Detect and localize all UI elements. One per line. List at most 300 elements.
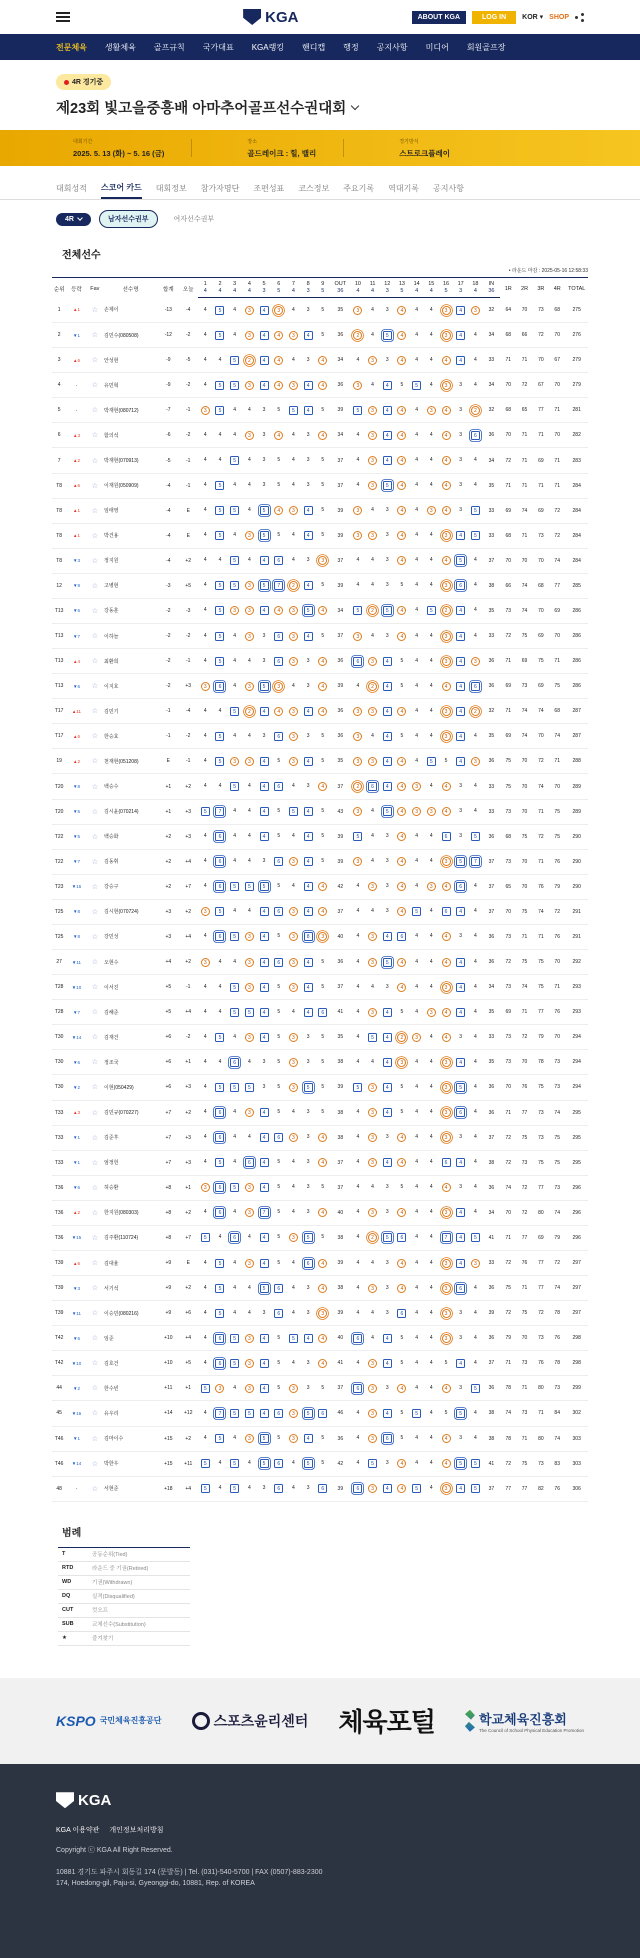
division-tab-men[interactable]: 남자선수권부 (99, 210, 158, 228)
hole-score-cell (439, 624, 454, 649)
event-title-select[interactable] (56, 97, 584, 118)
hole-score-cell (453, 1125, 468, 1150)
star-icon[interactable]: ☆ (91, 1209, 98, 1217)
hole-score-cell (409, 1276, 424, 1301)
hole-score: 4 (260, 1183, 269, 1192)
hole-score-cell (301, 1025, 316, 1050)
table-row[interactable] (52, 1125, 588, 1150)
shop-link[interactable]: SHOP (549, 13, 569, 21)
player-name[interactable]: 유민혁 (103, 373, 158, 398)
today-to-par: -4 (179, 699, 198, 724)
nav-item[interactable]: 전문체육 (56, 42, 87, 52)
rank-cell: T25 (52, 924, 66, 949)
player-name[interactable]: 서기석 (103, 1276, 158, 1301)
hole-score-cell (468, 874, 483, 899)
hole-score: 4 (473, 331, 477, 338)
table-row[interactable] (52, 1351, 588, 1376)
star-icon[interactable]: ☆ (91, 908, 98, 916)
tab[interactable]: 조편성표 (253, 184, 285, 193)
player-name[interactable]: 한승효 (103, 724, 158, 749)
hole-score: 4 (203, 381, 207, 388)
star-icon[interactable]: ☆ (91, 1059, 98, 1067)
player-name[interactable]: 임태영 (103, 498, 158, 523)
rank-move-cell: ▼5 (66, 824, 86, 849)
hole-score-cell (351, 1150, 366, 1175)
hole-score-cell (257, 1100, 272, 1125)
table-row[interactable] (52, 624, 588, 649)
hole-score: 4 (397, 431, 406, 440)
star-icon[interactable]: ☆ (91, 432, 98, 440)
table-row[interactable] (52, 423, 588, 448)
player-name[interactable]: 정조국 (103, 1050, 158, 1075)
hole-score-cell (315, 674, 330, 699)
tab[interactable]: 참가자명단 (200, 184, 240, 193)
star-icon[interactable]: ☆ (91, 357, 98, 365)
hole-score-cell (257, 573, 272, 598)
hole-score: 4 (304, 1008, 313, 1017)
star-icon[interactable]: ☆ (91, 1285, 98, 1293)
player-name[interactable]: 김시윤(070214) (103, 799, 158, 824)
player-name[interactable]: 김동휘 (103, 849, 158, 874)
event-info-value: 스트로크플레이 (399, 148, 450, 158)
hole-score: 4 (397, 1459, 406, 1468)
star-icon[interactable]: ☆ (91, 1435, 98, 1443)
in-total: 35 (483, 1050, 500, 1075)
player-name[interactable]: 김해준 (103, 1000, 158, 1025)
hole-score: 3 (459, 783, 463, 790)
nav-item[interactable]: 회원골프장 (466, 42, 506, 52)
player-name[interactable]: 허승환 (103, 1175, 158, 1200)
player-name[interactable]: 김호건 (103, 1351, 158, 1376)
hole-score: 4 (397, 1384, 406, 1393)
hole-score-cell (424, 899, 439, 924)
table-row[interactable] (52, 649, 588, 674)
table-row[interactable] (52, 824, 588, 849)
hole-score: 4 (415, 431, 419, 438)
tab[interactable]: 공지사항 (433, 184, 464, 193)
hole-score-cell (198, 1376, 213, 1401)
sponsor-ethics-center[interactable] (192, 1711, 309, 1731)
hole-score-cell (286, 749, 301, 774)
hole-score: 3 (427, 1008, 436, 1017)
star-icon[interactable]: ☆ (91, 984, 98, 992)
grand-total: 291 (565, 924, 588, 949)
player-name[interactable]: 김마이수 (103, 1426, 158, 1451)
star-icon[interactable]: ☆ (91, 332, 98, 340)
player-name[interactable]: 이하늘 (103, 624, 158, 649)
round-score: 76 (549, 1476, 565, 1501)
rank-cell: T33 (52, 1100, 66, 1125)
col-hole: 17 (453, 278, 468, 288)
table-row[interactable] (52, 874, 588, 899)
table-row[interactable] (52, 1075, 588, 1100)
player-name[interactable]: 고병현 (103, 573, 158, 598)
hole-score-cell (409, 373, 424, 398)
total-to-par: +7 (158, 1100, 178, 1125)
table-row[interactable] (52, 1050, 588, 1075)
player-name[interactable]: 이서진 (103, 975, 158, 1000)
hole-score: 4 (415, 732, 419, 739)
hole-score-cell (271, 1326, 286, 1351)
out-total: 40 (330, 924, 350, 949)
fav-cell (87, 523, 103, 548)
star-icon[interactable]: ☆ (91, 482, 98, 490)
player-name[interactable]: 김주환(110724) (103, 1225, 158, 1250)
hole-score-cell (286, 398, 301, 423)
login-button[interactable]: LOG IN (472, 11, 516, 24)
star-icon[interactable]: ☆ (91, 1184, 98, 1192)
player-name[interactable]: 박재현(080712) (103, 398, 158, 423)
table-row[interactable] (52, 373, 588, 398)
table-row[interactable] (52, 1100, 588, 1125)
grand-total: 290 (565, 874, 588, 899)
table-row[interactable] (52, 573, 588, 598)
star-icon[interactable]: ☆ (91, 1260, 98, 1267)
hole-score-cell (453, 523, 468, 548)
hole-score-cell (213, 1075, 228, 1100)
star-icon[interactable]: ☆ (91, 1034, 98, 1042)
player-name[interactable]: 이지호 (103, 674, 158, 699)
table-row[interactable] (52, 1000, 588, 1025)
table-row[interactable] (52, 298, 588, 323)
star-icon[interactable]: ☆ (91, 1009, 98, 1017)
star-icon[interactable]: ☆ (91, 808, 98, 816)
hole-score: 3 (459, 833, 463, 840)
player-name[interactable]: 박한우 (103, 1451, 158, 1476)
player-name[interactable]: 손제이 (103, 298, 158, 323)
nav-item[interactable]: 국가대표 (202, 42, 234, 52)
fav-cell (87, 724, 103, 749)
star-icon[interactable]: ☆ (91, 507, 98, 515)
kga-logo[interactable] (243, 9, 298, 26)
star-icon[interactable]: ☆ (91, 1410, 98, 1418)
hole-score-cell (351, 1476, 366, 1501)
nav-item[interactable]: 골프규칙 (153, 42, 185, 52)
out-total: 37 (330, 624, 350, 649)
player-name[interactable]: 정지원 (103, 548, 158, 573)
table-row[interactable] (52, 348, 588, 373)
round-score: 75 (516, 1125, 532, 1150)
player-name[interactable]: 김준후 (103, 1125, 158, 1150)
player-name[interactable]: 강동훈 (103, 598, 158, 623)
table-row[interactable] (52, 1476, 588, 1501)
hole-score: 4 (260, 983, 269, 992)
table-row[interactable] (52, 724, 588, 749)
hole-score-cell (395, 950, 410, 975)
hole-score: 4 (292, 1008, 295, 1015)
star-icon[interactable]: ☆ (91, 407, 98, 415)
star-icon[interactable]: ☆ (91, 633, 98, 641)
hole-score: 4 (260, 707, 269, 716)
player-name[interactable]: 백승수 (103, 774, 158, 799)
star-icon[interactable]: ☆ (91, 1109, 98, 1117)
out-total: 40 (330, 1326, 350, 1351)
hole-score: 4 (415, 1058, 419, 1065)
table-row[interactable] (52, 473, 588, 498)
hole-score: 4 (383, 732, 392, 741)
hole-score: 4 (292, 557, 295, 564)
table-row[interactable] (52, 1401, 588, 1426)
star-icon[interactable]: ☆ (91, 833, 98, 841)
fav-cell (87, 1175, 103, 1200)
table-row[interactable] (52, 1150, 588, 1175)
hole-score: 4 (442, 1033, 451, 1042)
table-row[interactable] (52, 448, 588, 473)
star-icon[interactable]: ☆ (91, 382, 98, 390)
nav-item[interactable]: 행정 (343, 42, 359, 52)
hole-score: 5 (400, 682, 404, 689)
round-score: 71 (500, 1225, 516, 1250)
player-name[interactable]: 한수빈 (103, 1376, 158, 1401)
table-row[interactable] (52, 799, 588, 824)
hole-score-cell (453, 699, 468, 724)
rank-cell: T13 (52, 598, 66, 623)
hole-score: 4 (292, 1109, 295, 1116)
star-icon[interactable]: ☆ (91, 1335, 98, 1343)
hole-score: 5 (471, 1484, 480, 1493)
nav-item[interactable]: 핸디캡 (302, 42, 326, 52)
table-row[interactable] (52, 774, 588, 799)
hole-score: 3 (385, 1259, 389, 1266)
divider (343, 139, 344, 157)
today-to-par: +3 (179, 1150, 198, 1175)
hole-score-cell (351, 598, 366, 623)
nav-item[interactable]: KGA랭킹 (251, 42, 285, 52)
star-icon[interactable]: ☆ (91, 1159, 98, 1167)
language-select[interactable]: KOR ▾ (522, 14, 544, 21)
star-icon[interactable]: ☆ (91, 1134, 98, 1142)
table-row[interactable] (52, 598, 588, 623)
table-row[interactable] (52, 1225, 588, 1250)
hole-score: 5 (383, 958, 392, 967)
player-name[interactable]: 이현(050429) (103, 1075, 158, 1100)
about-kga-button[interactable]: ABOUT KGA (412, 11, 466, 24)
hole-score-cell (351, 473, 366, 498)
hole-score: 5 (412, 381, 421, 390)
star-icon[interactable]: ☆ (91, 1485, 98, 1493)
star-icon[interactable]: ☆ (91, 758, 98, 766)
tab[interactable]: 역대기록 (388, 184, 420, 193)
star-icon[interactable]: ☆ (91, 557, 98, 565)
terms-link[interactable]: KGA 이용약관 (56, 1826, 100, 1834)
star-icon[interactable]: ☆ (91, 582, 98, 590)
grand-total: 276 (565, 323, 588, 348)
star-icon[interactable]: ☆ (91, 306, 98, 314)
table-row[interactable] (52, 899, 588, 924)
star-icon[interactable]: ☆ (91, 733, 98, 741)
table-row[interactable] (52, 1326, 588, 1351)
table-row[interactable] (52, 1025, 588, 1050)
hole-score-cell (271, 1175, 286, 1200)
table-row[interactable] (52, 1426, 588, 1451)
table-row[interactable] (52, 1175, 588, 1200)
total-to-par: +1 (158, 799, 178, 824)
star-icon[interactable]: ☆ (91, 708, 98, 716)
hole-score: 4 (397, 606, 406, 615)
player-name[interactable]: 서현준 (103, 1476, 158, 1501)
star-icon[interactable]: ☆ (91, 1084, 98, 1092)
player-name[interactable]: 김민규(070227) (103, 1100, 158, 1125)
table-row[interactable] (52, 398, 588, 423)
rank-move-cell: ▼6 (66, 1050, 86, 1075)
share-icon[interactable] (575, 13, 584, 22)
player-name[interactable]: 최환희 (103, 649, 158, 674)
table-row[interactable] (52, 323, 588, 348)
round-score: 68 (500, 523, 516, 548)
hole-score-cell (198, 899, 213, 924)
player-name[interactable]: 임준 (103, 1326, 158, 1351)
player-name[interactable]: 강승구 (103, 874, 158, 899)
star-icon[interactable]: ☆ (91, 1310, 98, 1318)
star-icon[interactable]: ☆ (91, 683, 98, 691)
star-icon[interactable]: ☆ (91, 1360, 98, 1368)
star-icon[interactable]: ☆ (91, 1460, 98, 1468)
player-name[interactable]: 함의석 (103, 423, 158, 448)
table-row[interactable] (52, 924, 588, 949)
hole-score: 4 (304, 331, 313, 340)
player-name[interactable]: 강민성 (103, 924, 158, 949)
table-row[interactable] (52, 1200, 588, 1225)
table-row[interactable] (52, 950, 588, 975)
player-name[interactable]: 이승민(080216) (103, 1301, 158, 1326)
hole-score: 3 (412, 1033, 421, 1042)
table-row[interactable] (52, 1276, 588, 1301)
hole-score: 4 (473, 1184, 477, 1191)
hole-score-cell (286, 1225, 301, 1250)
table-row[interactable] (52, 523, 588, 548)
hole-score: 4 (371, 1184, 374, 1191)
tab[interactable]: 주요기록 (343, 184, 375, 193)
table-row[interactable] (52, 975, 588, 1000)
tab[interactable]: 대회정보 (155, 184, 187, 193)
hole-score: 4 (415, 707, 419, 714)
player-name[interactable]: 박건용 (103, 523, 158, 548)
table-row[interactable] (52, 849, 588, 874)
grand-total: 297 (565, 1250, 588, 1275)
player-name[interactable]: 김재건 (103, 1025, 158, 1050)
table-row[interactable] (52, 699, 588, 724)
fav-cell (87, 1301, 103, 1326)
hole-score-cell (257, 1150, 272, 1175)
total-to-par: +15 (158, 1426, 178, 1451)
nav-item[interactable]: 미디어 (425, 42, 449, 52)
hole-score-cell (351, 724, 366, 749)
hole-score-cell (409, 1250, 424, 1275)
event-header (0, 60, 640, 130)
grand-total: 285 (565, 573, 588, 598)
table-row[interactable] (52, 674, 588, 699)
table-row[interactable] (52, 1376, 588, 1401)
hole-score: 4 (203, 858, 207, 865)
in-total: 41 (483, 1451, 500, 1476)
table-row[interactable] (52, 749, 588, 774)
sponsor-sports-portal[interactable] (338, 1702, 434, 1739)
hole-score: 4 (356, 1284, 360, 1291)
rank-cell: 7 (52, 448, 66, 473)
round-score: 70 (500, 899, 516, 924)
player-name[interactable]: 박재현(070913) (103, 448, 158, 473)
nav-item[interactable]: 공지사항 (376, 42, 408, 52)
total-to-par: -2 (158, 649, 178, 674)
round-select[interactable] (56, 213, 91, 226)
hole-score: 4 (383, 657, 392, 666)
hole-score-cell (453, 824, 468, 849)
star-icon[interactable]: ☆ (91, 783, 98, 791)
sponsor-kspo[interactable] (56, 1713, 162, 1729)
star-icon[interactable]: ☆ (91, 532, 98, 540)
tab[interactable]: 코스정보 (298, 184, 330, 193)
star-icon[interactable]: ☆ (91, 607, 98, 615)
round-score: 70 (516, 548, 532, 573)
star-icon[interactable]: ☆ (91, 1234, 98, 1242)
hole-score: 3 (289, 1233, 298, 1242)
star-icon[interactable]: ☆ (91, 1385, 98, 1393)
hole-score: 3 (262, 858, 266, 865)
player-name[interactable]: 김대율 (103, 1250, 158, 1275)
par-value: 5 (315, 288, 330, 298)
sponsor-school-pe[interactable] (465, 1709, 584, 1733)
table-row[interactable] (52, 1301, 588, 1326)
player-name[interactable]: 백승화 (103, 824, 158, 849)
table-row[interactable] (52, 1250, 588, 1275)
tab[interactable]: 스코어 카드 (101, 182, 142, 199)
hole-score: 4 (383, 456, 392, 465)
player-name[interactable]: 이재원(050909) (103, 473, 158, 498)
hole-score-cell (380, 473, 395, 498)
division-tab-women[interactable]: 여자선수권부 (173, 216, 215, 223)
table-row[interactable] (52, 1451, 588, 1476)
player-name[interactable]: 안성현 (103, 348, 158, 373)
hole-score-cell (227, 1426, 242, 1451)
player-name[interactable]: 천재현(051208) (103, 749, 158, 774)
nav-item[interactable]: 생활체육 (104, 42, 136, 52)
hole-score: 6 (368, 782, 377, 791)
hole-score: 4 (456, 1259, 465, 1268)
out-total: 35 (330, 1025, 350, 1050)
table-row[interactable] (52, 548, 588, 573)
table-row[interactable] (52, 498, 588, 523)
hole-score: 6 (274, 1284, 283, 1293)
hole-score-cell (453, 348, 468, 373)
hole-score: 4 (292, 482, 295, 489)
privacy-link[interactable]: 개인정보처리방침 (109, 1826, 164, 1834)
star-icon[interactable]: ☆ (91, 959, 98, 967)
player-name[interactable]: 엄정헌 (103, 1150, 158, 1175)
player-name[interactable]: 김시현(070724) (103, 899, 158, 924)
hole-score-cell (409, 548, 424, 573)
player-name[interactable]: 한지원(080303) (103, 1200, 158, 1225)
star-icon[interactable]: ☆ (91, 457, 98, 465)
round-score: 71 (500, 348, 516, 373)
player-name[interactable]: 김민수(080508) (103, 323, 158, 348)
tab[interactable]: 대회성적 (56, 184, 87, 193)
star-icon[interactable]: ☆ (91, 658, 98, 666)
star-icon[interactable]: ☆ (91, 883, 98, 891)
player-name[interactable]: 김민기 (103, 699, 158, 724)
hole-score-cell (301, 824, 316, 849)
player-name[interactable]: 유우리 (103, 1401, 158, 1426)
round-score: 74 (516, 498, 532, 523)
star-icon[interactable]: ☆ (91, 933, 98, 941)
hole-score-cell (409, 423, 424, 448)
rank-move-cell: ▼1 (66, 1125, 86, 1150)
hole-score-cell (380, 749, 395, 774)
menu-icon[interactable] (56, 12, 70, 22)
star-icon[interactable]: ☆ (91, 858, 98, 866)
hole-score-cell (468, 298, 483, 323)
hole-score-cell (380, 498, 395, 523)
player-name[interactable]: 오현수 (103, 950, 158, 975)
